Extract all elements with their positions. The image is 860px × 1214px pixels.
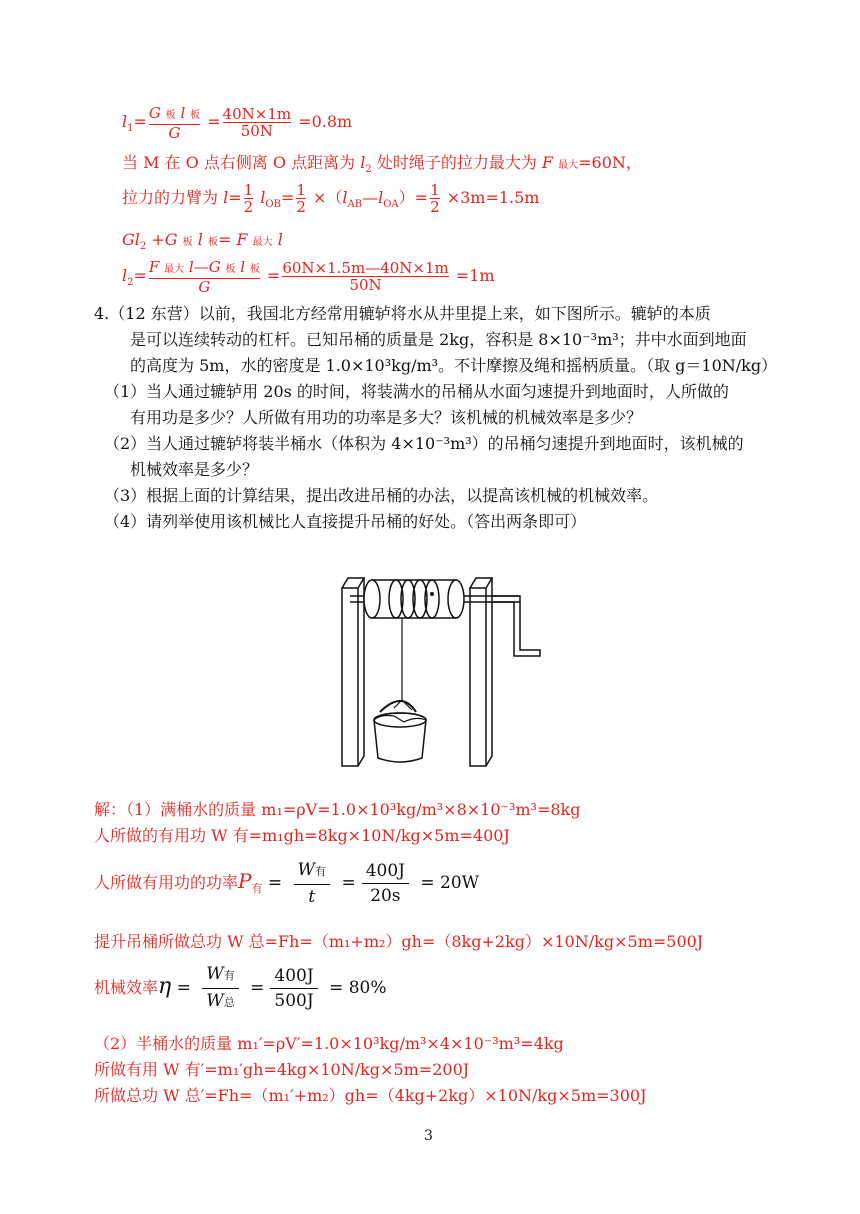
- problem-line-3: 的高度为 5m，水的密度是 1.0×10³kg/m³。不计摩擦及绳和摇柄质量。（取 g＝10N/kg）: [130, 356, 778, 375]
- solution-line-4: 提升吊桶所做总功 W 总=Fh=（m₁+m₂）gh=（8kg+2kg）×10N/kg×5m=500J: [94, 932, 704, 951]
- l2-den2: 50N: [349, 276, 382, 294]
- problem-line-2: 是可以连续转动的杠杆。已知吊桶的质量是 2kg，容积是 8×10⁻³m³；井中水面到地面: [130, 330, 747, 349]
- l1-num2: 40N×1m: [222, 105, 292, 123]
- solution-line-1: 解：（1）满桶水的质量 m₁=ρV=1.0×10³kg/m³×8×10⁻³m³=8kg: [94, 800, 581, 819]
- problem-line-1: 4.（12 东营）以前，我国北方经常用辘轳将水从井里提上来，如下图所示。辘轳的本质: [94, 304, 711, 323]
- l1-equation: $l_1=$ $\frac{\text{G 板 l 板}}{G}$ = $\frac{40N\times 1m}{50N}$ =0.8m: [122, 103, 353, 142]
- l1-den2: 50N: [240, 122, 273, 140]
- efficiency-den2: 500J: [274, 991, 314, 1011]
- l2-equation: $l_2=$ $\frac{\text{F 最大 l—G 板 l 板}}{G}$ = $\frac{60N\times 1.5m—40N\times 1m}{50N}$ =1m: [122, 257, 495, 296]
- question-2a: （2）当人通过辘轳将装半桶水（体积为 4×10⁻³m³）的吊桶匀速提升到地面时，该机械的: [104, 434, 744, 453]
- power-subscript: 有: [251, 882, 263, 895]
- power-result: 20W: [440, 873, 480, 893]
- power-num2: 400J: [362, 859, 409, 884]
- power-equation: 人所做有用功的功率$P_有$ = $\frac{\text{W有}}{t}$ = $\frac{400J}{20s}$ = 20W: [94, 860, 480, 907]
- question-1a: （1）当人通过辘轳用 20s 的时间，将装满水的吊桶从水面匀速提升到地面时，人所做的: [104, 382, 729, 401]
- l2-result: =1m: [455, 266, 495, 285]
- question-1b: 有用功是多少？人所做有用功的功率是多大？该机械的机械效率是多少？: [130, 408, 643, 427]
- max-force-line: 当 M 在 O 点右侧离 O 点距离为 $l_2$ 处时绳子的拉力最大为 F 最大=60N，: [122, 153, 642, 175]
- l2-num2: 60N×1.5m—40N×1m: [282, 259, 449, 277]
- solution-line-6: （2）半桶水的质量 m₁′=ρV′=1.0×10³kg/m³×4×10⁻³m³=4kg: [94, 1034, 564, 1053]
- windlass-figure: [320, 570, 550, 770]
- l1-result: =0.8m: [298, 112, 353, 131]
- efficiency-num2: 400J: [270, 964, 317, 989]
- balance-equation: $Gl_2 +G$ 板 l 板= F 最大 l: [122, 230, 283, 252]
- power-den: t: [308, 887, 316, 907]
- efficiency-result: 80%: [348, 978, 387, 998]
- efficiency-label: 机械效率: [94, 978, 159, 997]
- solution-line-2: 人所做的有用功 W 有=m₁gh=8kg×10N/kg×5m=400J: [94, 826, 510, 845]
- power-label: 人所做有用功的功率: [94, 873, 239, 892]
- question-4: （4）请列举使用该机械比人直接提升吊桶的好处。（答出两条即可）: [104, 512, 587, 531]
- question-2b: 机械效率是多少？: [130, 460, 259, 479]
- question-3: （3）根据上面的计算结果，提出改进吊桶的办法，以提高该机械的机械效率。: [104, 486, 659, 505]
- efficiency-equation: 机械效率η = $\frac{\text{W有}}{\text{W总}}$ = $\frac{400J}{500J}$ = 80%: [94, 964, 387, 1011]
- page-number: 3: [424, 1128, 433, 1144]
- lever-arm-line: 拉力的力臂为 l= $\frac{1}{2}$ $l_{OB}=$ $\frac{1}{2}$ $\times(l_{AB}—l_{OA})=$ $\frac{1}{2}$ ×3m=1.5m: [122, 181, 540, 216]
- solution-line-8: 所做总功 W 总′=Fh=（m₁′+m₂）gh=（4kg+2kg）×10N/kg×5m=300J: [94, 1086, 647, 1105]
- power-symbol: P: [238, 869, 252, 893]
- eta-symbol: η: [158, 974, 172, 999]
- power-den2: 20s: [370, 886, 401, 906]
- solution-line-7: 所做有用 W 有′=m₁′gh=4kg×10N/kg×5m=200J: [94, 1060, 470, 1079]
